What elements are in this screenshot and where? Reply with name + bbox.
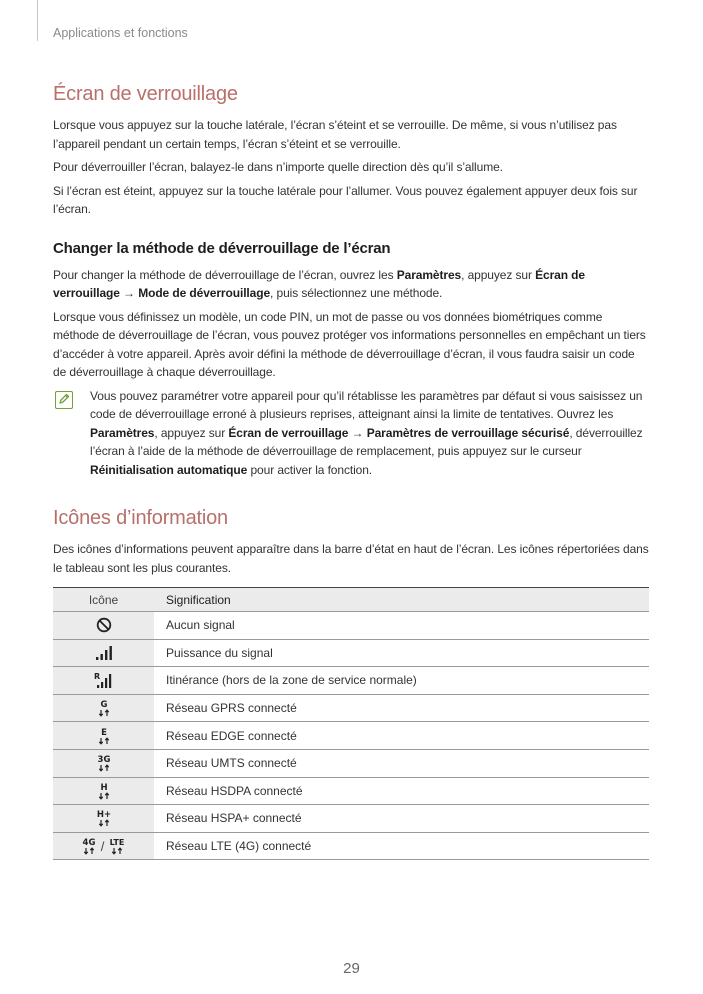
column-header-icon: Icône (53, 588, 154, 612)
note-text (90, 387, 649, 480)
text-run: , appuyez sur (461, 267, 536, 282)
column-header-meaning: Signification (154, 588, 649, 612)
table-header-row (53, 588, 649, 612)
meaning-cell: Aucun signal (154, 612, 649, 640)
meaning-cell: Itinérance (hors de la zone de service normale) (154, 667, 649, 695)
signal-strength-icon (95, 645, 113, 661)
running-header: Applications et fonctions (53, 26, 188, 40)
note-pencil-icon (55, 391, 73, 409)
table-row (53, 667, 649, 695)
table-row (53, 805, 649, 833)
arrow-separator: → (348, 425, 367, 440)
roaming-label: R (93, 672, 100, 682)
text-run: pour activer la fonction. (247, 462, 373, 477)
info-icons-table (53, 587, 649, 860)
umts-icon (94, 754, 114, 772)
table-row (53, 722, 649, 750)
gprs-icon (95, 699, 113, 717)
text-run: , appuyez sur (154, 425, 229, 440)
lte-icon (106, 837, 128, 855)
roaming-icon (94, 671, 114, 689)
settings-menu-term: Paramètres (396, 267, 462, 282)
lock-screen-menu-term: Écran de verrouillage (228, 425, 349, 440)
meaning-cell: Puissance du signal (154, 639, 649, 667)
table-row (53, 777, 649, 805)
icon-separator: / (100, 838, 105, 854)
table-row (53, 694, 649, 722)
table-row (53, 749, 649, 777)
text-run: Pour changer la méthode de déverrouillage de l’écran, ouvrez les (53, 267, 397, 282)
unlock-mode-menu-term: Mode de déverrouillage (138, 286, 271, 300)
table-row (53, 639, 649, 667)
change-method-title: Changer la méthode de déverrouillage de l’écran (53, 239, 391, 257)
info-icons-title: Icônes d’information (53, 507, 228, 529)
edge-icon (95, 727, 113, 745)
lock-screen-paragraph-2: Pour déverrouiller l’écran, balayez-le dans n’importe quelle direction dès qu’il s’allume. (53, 160, 503, 174)
arrow-separator: → (119, 286, 139, 300)
page-number: 29 (343, 960, 360, 977)
4g-icon (79, 837, 99, 855)
table-row (53, 612, 649, 640)
no-signal-icon (96, 617, 112, 633)
lock-screen-menu-term: Écran de verrouillage (53, 267, 585, 300)
meaning-cell: Réseau HSDPA connecté (154, 777, 649, 805)
settings-menu-term: Paramètres (90, 425, 155, 440)
text-run: , puis sélectionnez une méthode. (270, 286, 443, 300)
network-type-label: LTE (109, 838, 125, 848)
network-type-label: 3G (97, 755, 110, 766)
network-type-label: G (100, 700, 107, 711)
text-run: , déverrouillez l’écran à l’aide de la méthode de déverrouillage de remplacement, puis appuyez sur le curseur (90, 425, 643, 458)
auto-reset-term: Réinitialisation automatique (90, 462, 248, 477)
page-content (53, 80, 649, 860)
change-method-paragraph-2: Lorsque vous définissez un modèle, un code PIN, un mot de passe ou vos données biométriques comme méthode de déverrouillage de l’écran, vous pouvez protéger vos informations personnelles en empêchant un tiers d’accéder à votre appareil. Après avoir défini la méthode de déverrouillage d’écran, il vous faudra saisir un code de déverrouillage à chaque déverrouillage. (53, 309, 646, 379)
network-type-label: 4G (82, 838, 96, 849)
lock-screen-title: Écran de verrouillage (53, 83, 238, 105)
meaning-cell: Réseau GPRS connecté (154, 694, 649, 722)
network-type-label: H+ (96, 810, 111, 821)
header-rule (37, 0, 38, 41)
network-type-label: E (100, 727, 107, 738)
hsdpa-icon (95, 782, 113, 800)
text-run: Vous pouvez paramétrer votre appareil pour qu’il rétablisse les paramètres par défaut si vous saisissez un code de déverrouillage erroné à plusieurs reprises, atteignant ainsi la limite de tentatives. Ouvrez les (90, 388, 643, 421)
meaning-cell: Réseau UMTS connecté (154, 749, 649, 777)
meaning-cell: Réseau HSPA+ connecté (154, 805, 649, 833)
note-block (53, 387, 649, 480)
change-method-paragraph-1 (53, 266, 649, 303)
lock-screen-paragraph-1: Lorsque vous appuyez sur la touche latérale, l’écran s’éteint et se verrouille. De même, si vous n’utilisez pas l’appareil pendant un certain temps, l’écran s’éteint et se verrouille. (53, 118, 617, 151)
secure-lock-settings-term: Paramètres de verrouillage sécurisé (366, 425, 570, 440)
meaning-cell: Réseau EDGE connecté (154, 722, 649, 750)
lock-screen-paragraph-3: Si l’écran est éteint, appuyez sur la touche latérale pour l’allumer. Vous pouvez également appuyer deux fois sur l’écran. (53, 183, 638, 216)
meaning-cell: Réseau LTE (4G) connecté (154, 832, 649, 860)
hspa-plus-icon (94, 809, 114, 827)
table-row (53, 832, 649, 860)
info-icons-intro: Des icônes d’informations peuvent apparaître dans la barre d’état en haut de l’écran. Les icônes répertoriées dans le tableau sont les plus courantes. (53, 542, 649, 575)
network-type-label: H (99, 782, 108, 793)
